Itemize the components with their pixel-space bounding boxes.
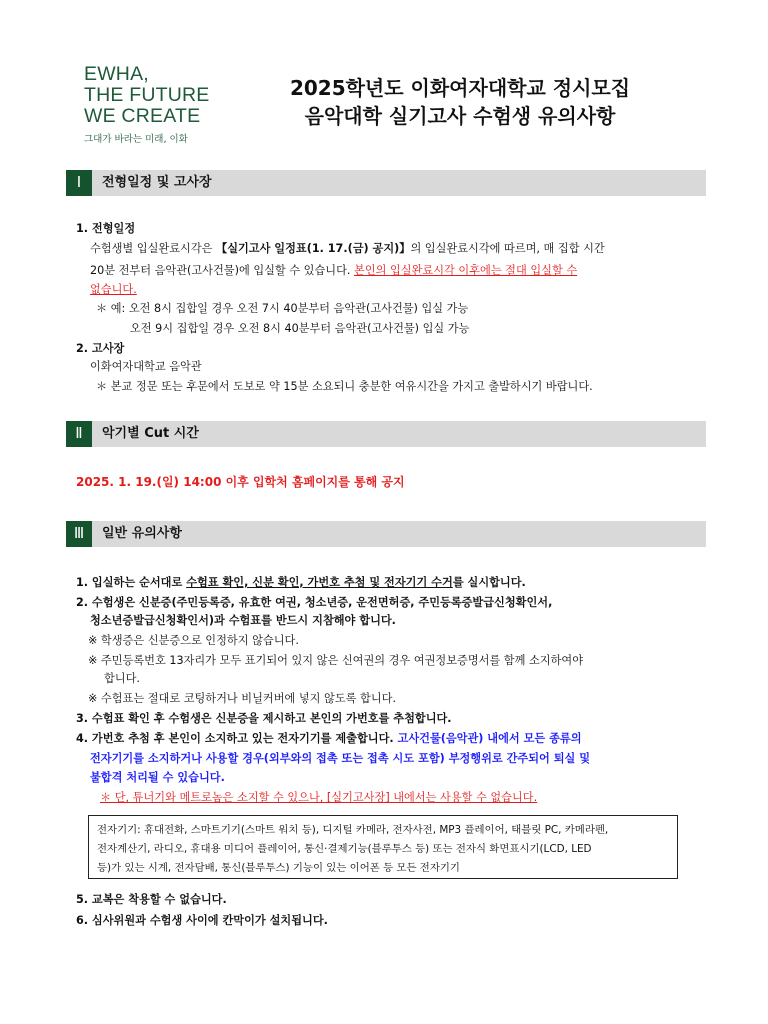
rule-5: 5. 교복은 착용할 수 없습니다. [76, 893, 227, 906]
venue-text: 이화여자대학교 음악관 [90, 360, 202, 373]
section-header-2 [66, 421, 706, 447]
note-ticket: ※ 수험표는 절대로 코팅하거나 비닐커버에 넣지 않도록 합니다. [88, 692, 397, 705]
rule-4-cont-1: 전자기기를 소지하거나 사용할 경우(외부와의 접촉 또는 접촉 시도 포함) 부정행위로 간주되어 퇴실 및 [90, 752, 591, 765]
rule-4: 4. 가번호 추첨 후 본인이 소지하고 있는 전자기기를 제출합니다. 고사건물(음악관) 내에서 모든 종류의 [76, 732, 582, 745]
rule-4-cont-2: 불합격 처리될 수 있습니다. [90, 771, 225, 784]
title-line-1: 2025학년도 이화여자대학교 정시모집 [289, 76, 631, 100]
page-title [230, 74, 690, 130]
rule-2: 2. 수험생은 신분증(주민등록증, 유효한 여권, 청소년증, 운전면허증, 주민등록증발급신청확인서, [76, 596, 553, 609]
rule-4-exception: ＊ 단, 튜너기와 메트로놈은 소지할 수 있으나, [실기고사장] 내에서는 사용할 수 없습니다. [100, 791, 538, 804]
note-passport-cont: 합니다. [104, 672, 140, 685]
heading-schedule: 1. 전형일정 [76, 222, 136, 235]
rule-2-cont: 청소년증발급신청확인서)과 수험표를 반드시 지참해야 합니다. [90, 614, 396, 627]
schedule-example-1: ＊ 예: 오전 8시 집합일 경우 오전 7시 40분부터 음악관(고사건물) 입실 가능 [96, 302, 469, 315]
rule-1: 1. 입실하는 순서대로 수험표 확인, 신분 확인, 가번호 추첨 및 전자기기 수거를 실시합니다. [76, 576, 526, 589]
title-line-2: 음악대학 실기고사 수험생 유의사항 [304, 104, 616, 128]
logo-line-3: WE CREATE [84, 105, 201, 127]
rule-3: 3. 수험표 확인 후 수험생은 신분증을 제시하고 본인의 가번호를 추첨합니다. [76, 712, 452, 725]
rule-6: 6. 심사위원과 수험생 사이에 칸막이가 설치됩니다. [76, 914, 328, 927]
note-student-id: ※ 학생증은 신분증으로 인정하지 않습니다. [88, 634, 299, 647]
section-label: 악기별 Cut 시간 [102, 426, 199, 441]
section-number: Ⅲ [66, 521, 92, 547]
section-header-3 [66, 521, 706, 547]
schedule-example-2: 오전 9시 집합일 경우 오전 8시 40분부터 음악관(고사건물) 입실 가능 [130, 322, 470, 335]
venue-note: ＊ 본교 정문 또는 후문에서 도보로 약 15분 소요되니 충분한 여유시간을 가지고 출발하시기 바랍니다. [96, 380, 593, 393]
schedule-text-1: 수험생별 입실완료시각은 【실기고사 일정표(1. 17.(금) 공지)】의 입실완료시각에 따르며, 매 집합 시간 [90, 242, 605, 255]
ewha-logo [84, 64, 210, 145]
section-header-1 [66, 170, 706, 196]
logo-line-2: THE FUTURE [84, 84, 210, 106]
section-number: Ⅰ [66, 170, 92, 196]
section-label: 일반 유의사항 [102, 526, 182, 541]
note-passport: ※ 주민등록번호 13자리가 모두 표기되어 있지 않은 신여권의 경우 여권정보증명서를 함께 소지하여야 [88, 654, 584, 667]
cut-time-notice: 2025. 1. 19.(일) 14:00 이후 입학처 홈페이지를 통해 공지 [76, 475, 405, 489]
electronics-line-2: 전자계산기, 라디오, 휴대용 미디어 플레이어, 통신·결제기능(블루투스 등) 또는 전자식 화면표시기(LCD, LED [97, 843, 592, 855]
electronics-line-1: 전자기기: 휴대전화, 스마트기기(스마트 워치 등), 디지털 카메라, 전자사전, MP3 플레이어, 태블릿 PC, 카메라펜, [97, 824, 609, 836]
logo-slogan: 그대가 바라는 미래, 이화 [84, 134, 188, 145]
schedule-text-2: 20분 전부터 음악관(고사건물)에 입실할 수 있습니다. 본인의 입실완료시각 이후에는 절대 입실할 수 [90, 264, 578, 277]
section-number: Ⅱ [66, 421, 92, 447]
electronics-list-box [88, 815, 678, 879]
late-warning-end: 없습니다. [90, 283, 137, 296]
electronics-line-3: 등)가 있는 시계, 전자담배, 통신(블루투스) 기능이 있는 이어폰 등 모든 전자기기 [97, 862, 460, 874]
late-warning: 본인의 입실완료시각 이후에는 절대 입실할 수 [354, 264, 578, 277]
heading-venue: 2. 고사장 [76, 342, 125, 355]
logo-line-1: EWHA, [84, 63, 149, 85]
section-label: 전형일정 및 고사장 [102, 175, 212, 190]
